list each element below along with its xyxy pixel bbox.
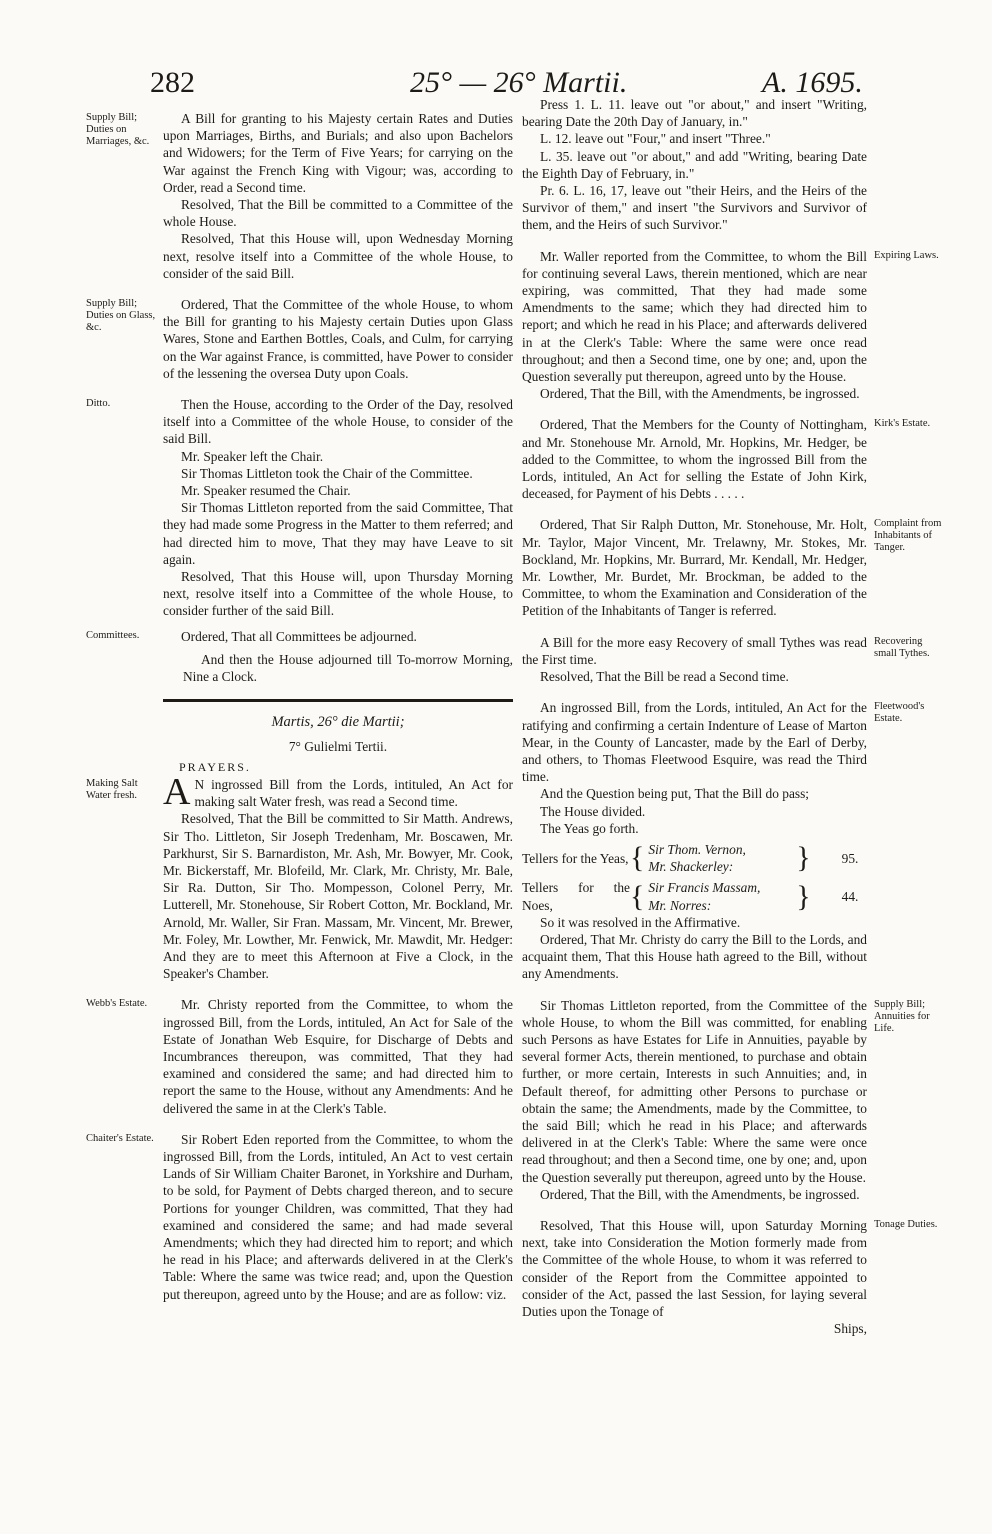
brace-left: { [630,879,645,913]
amendment-line: Pr. 6. L. 16, 17, leave out "their Heirs, and the Heirs of the Survivor of them," and insert "the Survivors and Survivor of them, and the Heirs of such Survivor." [522,183,867,233]
page-year-header: A. 1695. [762,66,863,99]
day-heading: Martis, 26° die Martii; [271,714,405,731]
entry-paragraph: Mr. Speaker left the Chair. [181,448,324,464]
entry-expiring-laws [522,248,939,403]
teller-name: Mr. Norres: [648,897,712,913]
entry-paragraph: The House divided. [540,803,646,819]
entry-kirk-estate [522,416,931,502]
adjournment-note: And then the House adjourned till To-morrow Morning, Nine a Clock. [183,651,513,685]
entry-salt-water [86,770,513,982]
entry-paragraph: Ordered, That the Bill, with the Amendments, be ingrossed. [540,1186,860,1202]
entry-paragraph: N ingrossed Bill from the Lords, intituled, An Act for making salt Water fresh, was read a Second time. [194,776,513,810]
margin-note: Kirk's Estate. [874,418,931,430]
margin-note: Committees. [86,629,140,641]
entry-paragraph: So it was resolved in the Affirmative. [540,914,741,930]
teller-names [648,879,788,913]
entry-paragraph: Sir Thomas Littleton took the Chair of the Committee. [181,465,473,481]
tellers-noes [522,879,867,913]
margin-note: Supply Bill; Duties on Marriages, &c. [86,112,150,147]
entry-paragraph: Ordered, That the Bill, with the Amendments, be ingrossed. [540,386,860,402]
page-number: 282 [150,66,195,99]
margin-note: Expiring Laws. [874,249,939,261]
margin-note: Recovering small Tythes. [874,635,930,659]
entry-paragraph: Resolved, That the Bill be read a Second time. [540,669,789,685]
entry-paragraph: Ordered, That all Committees be adjourned. [181,628,417,644]
regnal-year: 7° Gulielmi Tertii. [288,738,388,754]
tellers-label: Tellers for the Yeas, [522,850,629,866]
entry-fleetwood-estate [522,699,925,982]
entry-paragraph: Mr. Christy reported from the Committee, to whom the ingrossed Bill, from the Lords, intituled, An Act for Sale of the Estate of Jonathan Web Esquire, for Discharge of Debts and Incumbrances thereupon, was committed, That they had examined and considered the same; and had directed him to report the same to the House, without any Amendments: And he delivered the same in at the Clerk's Table. [163,997,513,1116]
tellers-label: Tellers for the Noes, [522,880,630,913]
margin-note: Supply Bill; Duties on Glass, &c. [86,298,156,334]
margin-note: Supply Bill; Annuities for Life. [874,998,930,1034]
section-divider [163,699,513,702]
margin-note: Chaiter's Estate. [86,1132,154,1144]
entry-paragraph: Sir Thomas Littleton reported, from the Committee of the whole House, to whom the Bill was committed, for enabling such Persons as have Estates for Life in Annuities, payable by several former Acts, therein mentioned, to purchase and obtain further, or more certain, Interests in such Annuities; and, in Default thereof, for admitting other Persons to purchase or obtain the same; the Amendments, made by the Committee, to the said Bill; which he read in his Place; and afterwards delivered in at the Clerk's Table: Where the same were once read throughout; and then a Second time, one by one; and, upon the Question severally put thereupon, agreed unto by the House. [522,997,867,1185]
teller-name: Sir Thom. Vernon, [648,841,746,857]
vote-count: 44. [841,888,859,904]
brace-right: } [796,841,811,875]
margin-note: Webb's Estate. [86,998,148,1010]
entry-ditto [86,396,513,620]
entry-paragraph: The Yeas go forth. [540,820,639,836]
entry-small-tythes [522,634,930,686]
entry-webb-estate [86,996,513,1116]
page-date-header: 25° — 26° Martii. [410,66,628,99]
prayers-heading: PRAYERS. [179,759,251,774]
entry-paragraph: An ingrossed Bill, from the Lords, intituled, An Act for the ratifying and confirming a certain Indenture of Lease of Marton Mear, in the County of Lancaster, made by the Earl of Derby, and others, to Thomas Fleetwood Esquire, was read the Third time. [522,700,867,785]
entry-supply-bill-glass [86,296,513,382]
entry-supply-bill-marriages [86,110,513,282]
entry-paragraph: Ordered, That the Members for the County of Nottingham, and Mr. Stonehouse Mr. Arnold, Mr. Hopkins, Mr. Hedger, be added to the Committee, to whom the ingrossed Bill from the Lords, intituled, An Act for selling the Estate of John Kirk, deceased, for Payment of his Debts . . . . . [522,417,867,502]
margin-note: Fleetwood's Estate. [874,701,925,725]
vote-count: 95. [841,850,859,866]
entry-paragraph: Ordered, That the Committee of the whole House, to whom the Bill for granting to his Majesty certain Duties upon Glass Wares, Stone and Earthen Bottles, Coals, and Culm, for carrying on the War against France, is committed, have Power to consider of the lessening the oversea Duty upon Coals. [163,297,513,381]
entry-committees [86,628,513,686]
entry-paragraph: A Bill for the more easy Recovery of small Tythes was read the First time. [522,634,867,667]
left-column [86,110,513,1303]
entry-tonage-duties [522,1217,938,1337]
entry-paragraph: Ordered, That Mr. Christy do carry the Bill to the Lords, and acquaint them, That this House hath agreed to the Bill, without any Amendments. [522,931,867,982]
catchword: Ships, [833,1321,867,1337]
margin-note: Making Salt Water fresh. [86,777,138,801]
amendment-line: Press 1. L. 11. leave out "or about," and insert "Writing, bearing Date the 20th Day of January, in." [522,97,867,130]
amendment-line: L. 35. leave out "or about," and add "Writing, bearing Date the Eighth Day of February, in." [522,148,867,181]
entry-paragraph: Resolved, That this House will, upon Thursday Morning next, resolve itself into a Committee of the whole House, to consider further of the said Bill. [163,569,513,619]
entry-paragraph: Sir Robert Eden reported from the Committee, to whom the ingrossed Bill, from the Lords, intituled, An Act to vest certain Lands of Sir William Chaiter Baronet, in Yorkshire and Durham, to be sold, for Payment of Debts charged thereon, and to secure Portions for younger Children, was committed, That they had examined and considered the same; and had made several Amendments; which they had directed him to report; and which he read in his Place; and afterwards delivered in at the Clerk's Table: Where the same was twice read; and, upon the Question put thereupon, agreed unto by the House; and are as follow: viz. [163,1131,513,1302]
tellers-yeas [522,841,867,875]
entry-amendments [522,96,867,234]
entry-paragraph: Ordered, That Sir Ralph Dutton, Mr. Stonehouse, Mr. Holt, Mr. Taylor, Major Vincent, Mr. Trelawny, Mr. Stokes, Mr. Bockland, Mr. Hopkins, Mr. Burrard, Mr. Kendall, Mr. Hedger, Mr. Lowther, Mr. Burdet, Mr. Brockman, be added to the Committee, to whom the Examination and Consideration of the Petition of the Inhabitants of Tanger is referred. [522,517,867,619]
teller-name: Mr. Shackerley: [648,859,734,875]
margin-note: Complaint from Inhabitants of Tanger. [874,518,942,554]
teller-names [648,841,788,875]
entry-paragraph: A Bill for granting to his Majesty certain Rates and Duties upon Marriages, Births, and Burials; and also upon Bachelors and Widowers; for the Term of Five Years; for carrying on the War against the French King with Vigour; was, according to Order, read a Second time. [163,111,513,195]
entry-paragraph: Then the House, according to the Order of the Day, resolved itself into a Committee of the whole House, to consider of the said Bill. [163,397,513,447]
entry-paragraph: Resolved, That this House will, upon Saturday Morning next, take into Consideration the Motion formerly made from the Committee of the whole House, to whom it was referred to consider of the Report from the Committee appointed to consider of the Act, passed the last Session, for laying several Duties upon the Tonage of [522,1217,867,1319]
entry-paragraph: Resolved, That the Bill be committed to Sir Matth. Andrews, Sir Tho. Littleton, Sir Joseph Tredenham, Mr. Boscawen, Mr. Parkhurst, Sir S. Barnardiston, Mr. Ash, Mr. Bowyer, Mr. Cook, Mr. Bickerstaff, Mr. Blofeild, Mr. Clark, Mr. Christy, Mr. Bale, Sir Ra. Dutton, Sir Tho. Mompesson, Colonel Perry, Mr. Lutterell, Mr. Stonehouse, Sir Robert Cotton, Mr. Bockland, Mr. Arnold, Mr. Waller, Sir Fran. Massam, Mr. Vincent, Mr. Brewer, Mr. Foley, Mr. Lowther, Mr. Fenwick, Mr. Mawdit, Mr. Hedger: And they are to meet this Afternoon at Five a Clock, in the Speaker's Chamber. [163,811,513,982]
entry-annuities [522,997,930,1203]
entry-paragraph: Sir Thomas Littleton reported from the said Committee, That they had made some Progress in the Matter to them referred; and had directed him to move, That they may have Leave to sit again. [163,500,513,567]
entry-chaiter-estate [86,1131,513,1303]
teller-name: Sir Francis Massam, [648,880,761,896]
margin-note: Tonage Duties. [874,1218,938,1230]
drop-cap: A [163,770,191,813]
entry-paragraph: Mr. Speaker resumed the Chair. [181,483,351,499]
entry-tanger-complaint [522,516,942,619]
brace-left: { [630,841,645,875]
right-column [522,96,942,1337]
brace-right: } [796,879,811,913]
entry-paragraph: And the Question being put, That the Bill do pass; [540,786,810,802]
entry-paragraph: Mr. Waller reported from the Committee, to whom the Bill for continuing several Laws, therein mentioned, which are near expiring, was committed, That they had made some Amendments to the same; which they had directed him to report; and which he read in his Place; and afterwards delivered in at the Clerk's Table: Where the same were once read throughout; and then a Second time, one by one; and, upon the Question severally put thereupon, agreed unto by the House. [522,248,867,385]
entry-paragraph: Resolved, That the Bill be committed to a Committee of the whole House. [163,197,513,230]
entry-paragraph: Resolved, That this House will, upon Wednesday Morning next, resolve itself into a Committee of the whole House, to consider of the said Bill. [163,231,513,281]
amendment-line: L. 12. leave out "Four," and insert "Three." [540,131,771,147]
margin-note: Ditto. [86,398,111,410]
